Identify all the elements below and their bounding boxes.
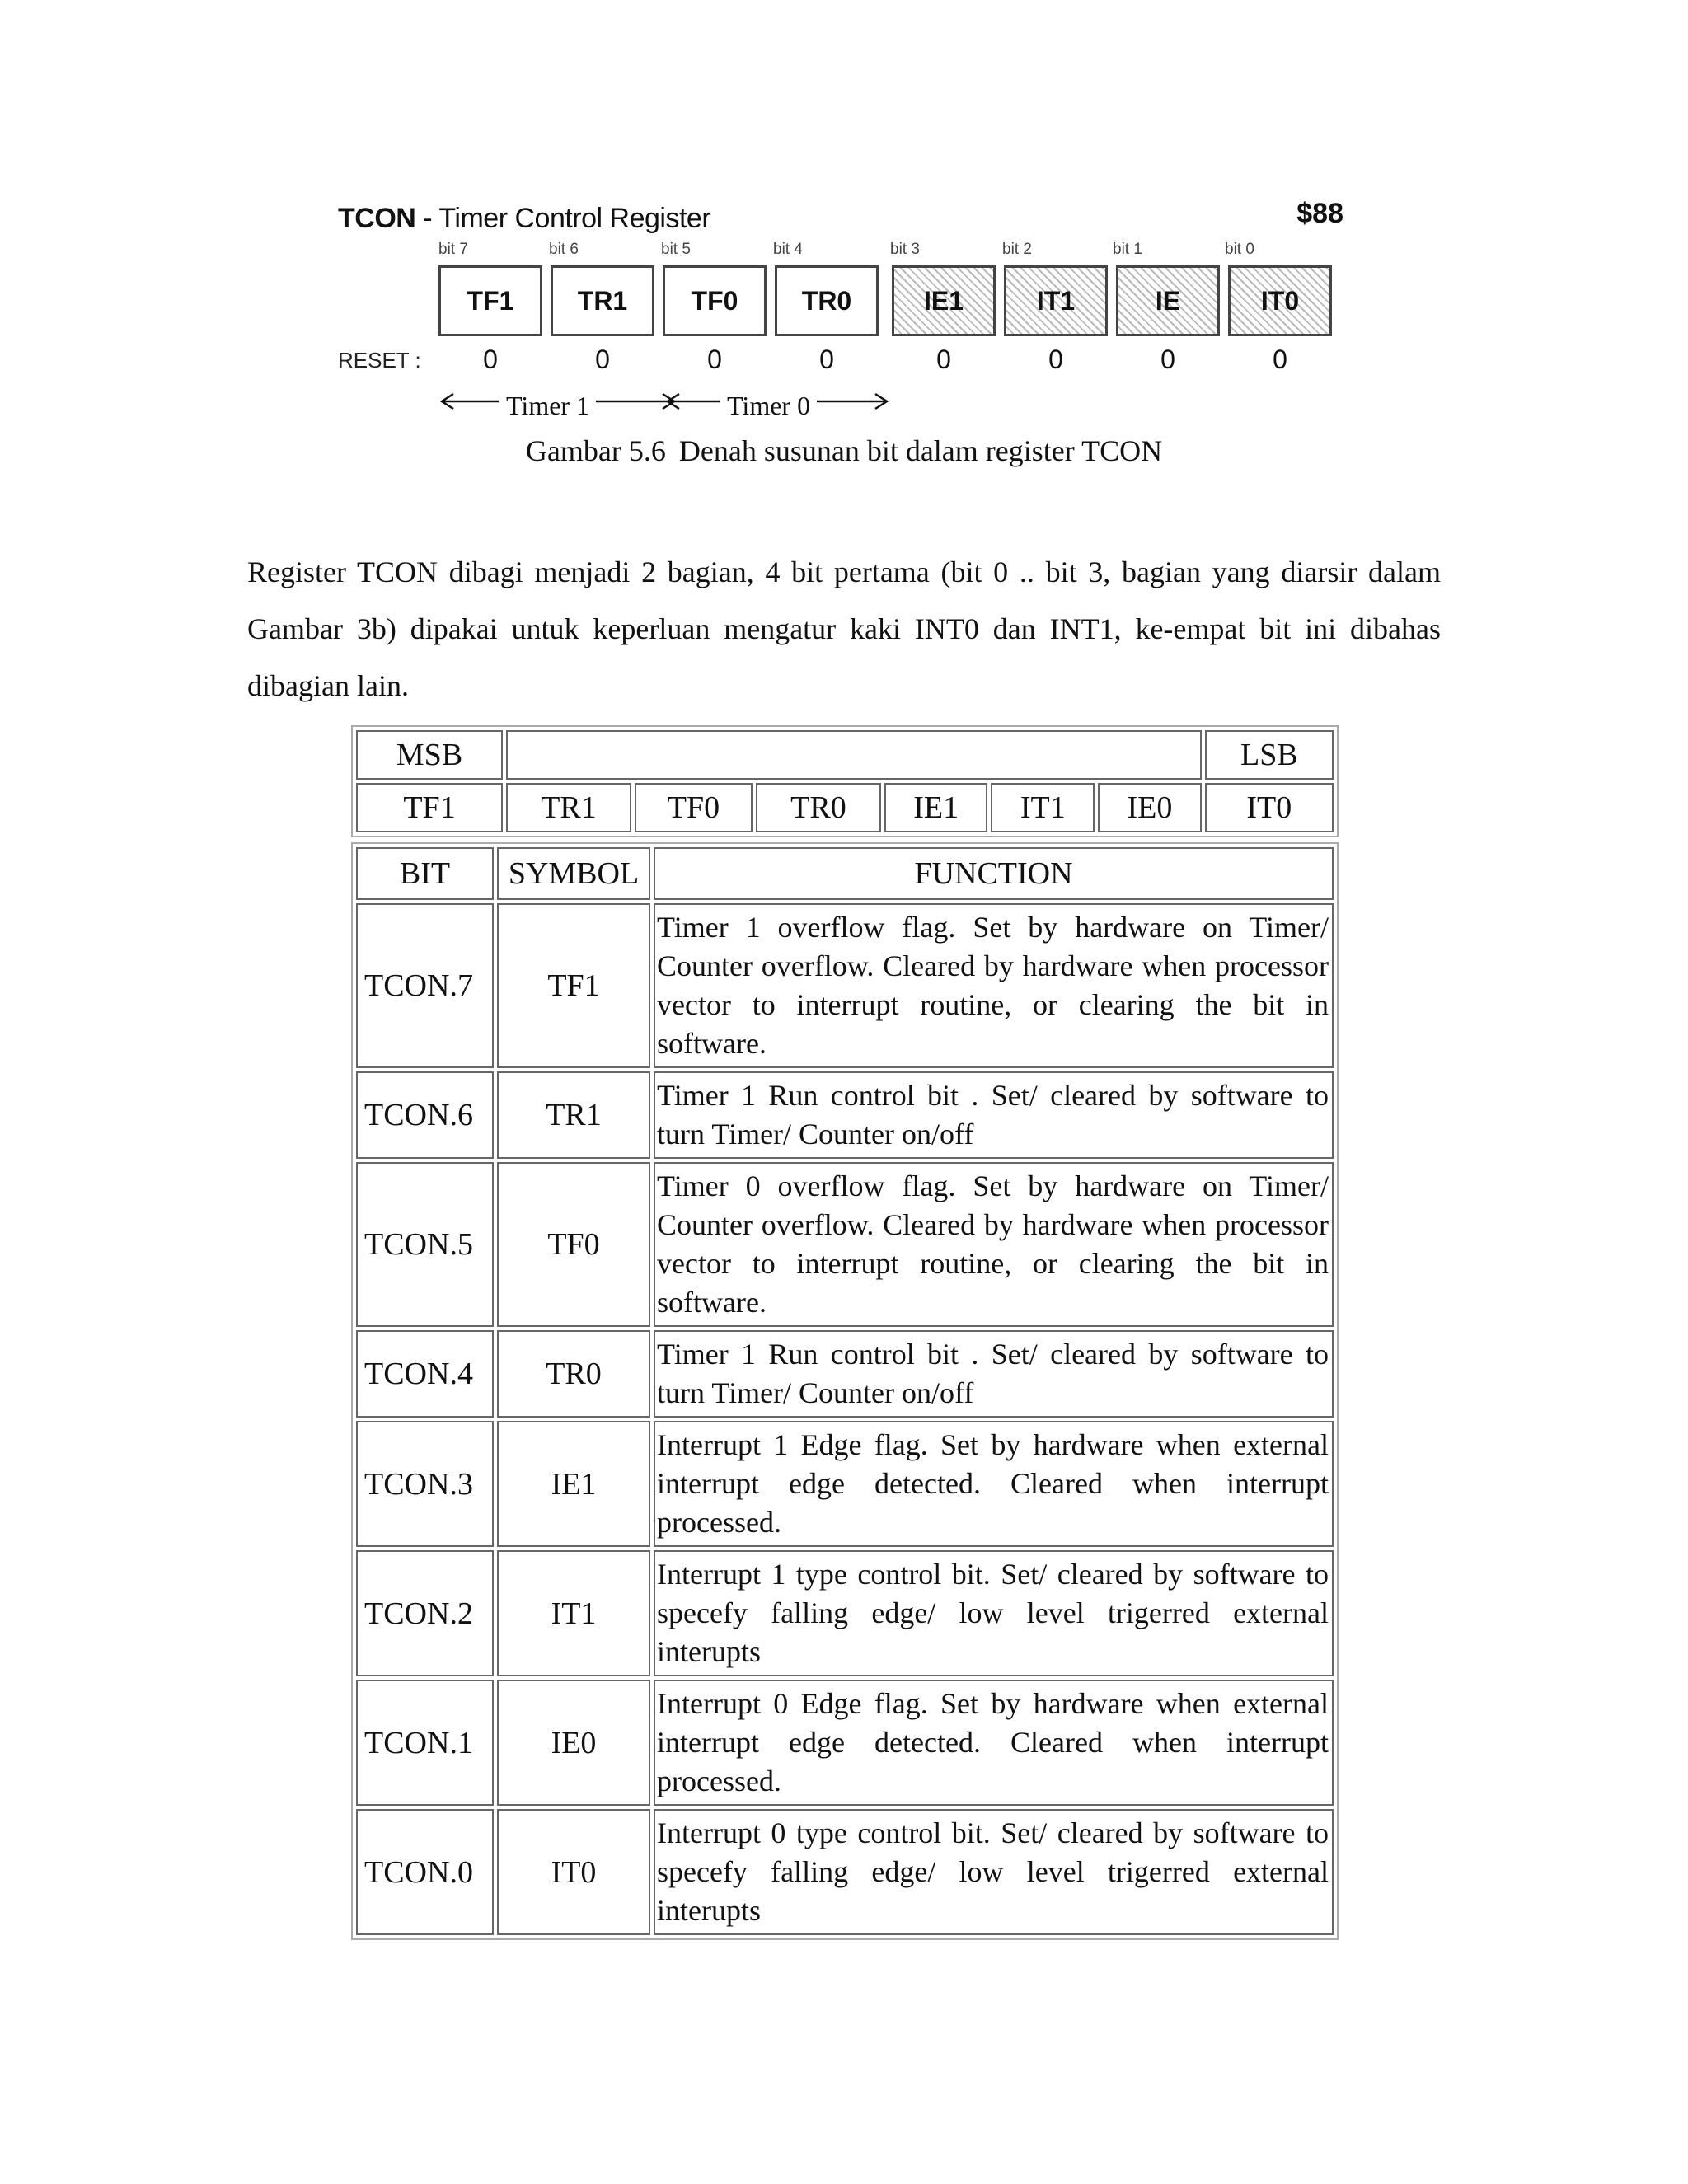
bit-order-table [351, 725, 1339, 837]
bit-cell-ie [1116, 265, 1220, 336]
function-cell: Interrupt 1 Edge flag. Set by hardware when external interrupt edge detected. Cleared when interrupt processed. [654, 1421, 1334, 1547]
symbol-cell: IT1 [497, 1550, 650, 1676]
table-row [356, 903, 1334, 1068]
reset-value: 0 [936, 344, 951, 374]
function-cell: Timer 1 Run control bit . Set/ cleared by software to turn Timer/ Counter on/off [654, 1071, 1334, 1159]
bit-cell: TCON.2 [356, 1550, 494, 1676]
header-function: FUNCTION [654, 847, 1334, 900]
table-row [356, 1162, 1334, 1327]
function-cell: Timer 1 Run control bit . Set/ cleared by software to turn Timer/ Counter on/off [654, 1330, 1334, 1418]
reset-value: 0 [483, 344, 498, 374]
register-description: - Timer Control Register [415, 203, 711, 234]
table-row [356, 1550, 1334, 1676]
table-header-row [356, 847, 1334, 900]
reset-value: 0 [595, 344, 610, 374]
body-paragraph: Register TCON dibagi menjadi 2 bagian, 4 bit pertama (bit 0 .. bit 3, bagian yang diarsir dalam Gambar 3b) dipakai untuk keperluan mengatur kaki INT0 dan INT1, ke-empat bit ini dibahas dibagian lain. [247, 555, 1441, 702]
table-row [356, 1809, 1334, 1935]
bit-cell-tf1 [438, 265, 542, 336]
bit-name: IT1 [1036, 285, 1076, 316]
bit-label: bit 0 [1225, 241, 1254, 258]
figure-caption [0, 434, 1688, 468]
function-cell: Interrupt 0 Edge flag. Set by hardware when external interrupt edge detected. Cleared when interrupt processed. [654, 1680, 1334, 1806]
function-cell: Timer 1 overflow flag. Set by hardware on Timer/ Counter overflow. Cleared by hardware when processor vector to interrupt routine, or clearing the bit in software. [654, 903, 1334, 1068]
table-row [356, 1330, 1334, 1418]
bit-name: TR0 [801, 285, 852, 316]
symbol-cell: IT0 [497, 1809, 650, 1935]
bit-cell-tr1 [551, 265, 654, 336]
bit-cell-it1 [1004, 265, 1108, 336]
bit-cell: TCON.5 [356, 1162, 494, 1327]
bit-function-table [351, 842, 1339, 1940]
header-bit: BIT [356, 847, 494, 900]
table-row [356, 1071, 1334, 1159]
bit-name: TR1 [577, 285, 628, 316]
reset-label: RESET : [338, 348, 421, 373]
symbol-cell: TF0 [497, 1162, 650, 1327]
symbol-cell: IE1 [497, 1421, 650, 1547]
bit-name-cell: IT1 [991, 783, 1095, 832]
bit-name-cell: TR1 [506, 783, 631, 832]
bit-name: IT0 [1260, 285, 1300, 316]
reset-value: 0 [1273, 344, 1287, 374]
bit-name-cell: TR0 [756, 783, 881, 832]
register-address: $88 [1296, 198, 1343, 229]
caption-text: Denah susunan bit dalam register TCON [678, 434, 1163, 467]
bit-name: TF0 [691, 285, 738, 316]
symbol-cell: TR0 [497, 1330, 650, 1418]
header-symbol: SYMBOL [497, 847, 650, 900]
empty-cell [506, 730, 1202, 780]
timer0-label: Timer 0 [720, 391, 817, 421]
bit-name-cell: TF1 [356, 783, 503, 832]
bit-name-cell: IE0 [1098, 783, 1202, 832]
bit-names-row [356, 783, 1334, 832]
bit-label: bit 2 [1002, 241, 1032, 258]
lsb-cell: LSB [1205, 730, 1334, 780]
bit-label: bit 4 [773, 241, 803, 258]
bit-cell: TCON.3 [356, 1421, 494, 1547]
bit-cell-it0 [1228, 265, 1332, 336]
table-row [356, 1421, 1334, 1547]
symbol-cell: TR1 [497, 1071, 650, 1159]
caption-number: Gambar 5.6 [525, 434, 666, 467]
bit-cell: TCON.7 [356, 903, 494, 1068]
bit-cell-tf0 [663, 265, 767, 336]
reset-value: 0 [1048, 344, 1063, 374]
bit-label: bit 6 [549, 241, 579, 258]
reset-value: 0 [819, 344, 834, 374]
register-name: TCON [338, 203, 416, 234]
bit-name-cell: IE1 [884, 783, 988, 832]
reset-value: 0 [1160, 344, 1175, 374]
bit-name: IE1 [923, 285, 964, 316]
table-row [356, 1680, 1334, 1806]
bit-name-cell: IT0 [1205, 783, 1334, 832]
function-cell: Interrupt 1 type control bit. Set/ cleared by software to specefy falling edge/ low level trigerred external interupts [654, 1550, 1334, 1676]
bit-cell: TCON.0 [356, 1809, 494, 1935]
function-cell: Timer 0 overflow flag. Set by hardware on Timer/ Counter overflow. Cleared by hardware when processor vector to interrupt routine, or clearing the bit in software. [654, 1162, 1334, 1327]
bit-cell-tr0 [775, 265, 879, 336]
timer1-label: Timer 1 [499, 391, 596, 421]
bit-label: bit 3 [890, 241, 920, 258]
bit-cell: TCON.4 [356, 1330, 494, 1418]
register-title [338, 203, 710, 235]
reset-value: 0 [707, 344, 722, 374]
bit-label: bit 5 [661, 241, 691, 258]
bit-cell: TCON.1 [356, 1680, 494, 1806]
tcon-bit-table [351, 725, 1339, 1940]
bit-name: IE [1155, 285, 1181, 316]
bit-cell: TCON.6 [356, 1071, 494, 1159]
symbol-cell: TF1 [497, 903, 650, 1068]
bit-label: bit 7 [438, 241, 468, 258]
bit-cell-ie1 [892, 265, 996, 336]
bit-label: bit 1 [1113, 241, 1142, 258]
msb-cell: MSB [356, 730, 503, 780]
register-figure [338, 198, 1343, 429]
symbol-cell: IE0 [497, 1680, 650, 1806]
msb-lsb-row [356, 730, 1334, 780]
bit-name-cell: TF0 [635, 783, 753, 832]
function-cell: Interrupt 0 type control bit. Set/ cleared by software to specefy falling edge/ low level trigerred external interupts [654, 1809, 1334, 1935]
bit-name: TF1 [467, 285, 514, 316]
